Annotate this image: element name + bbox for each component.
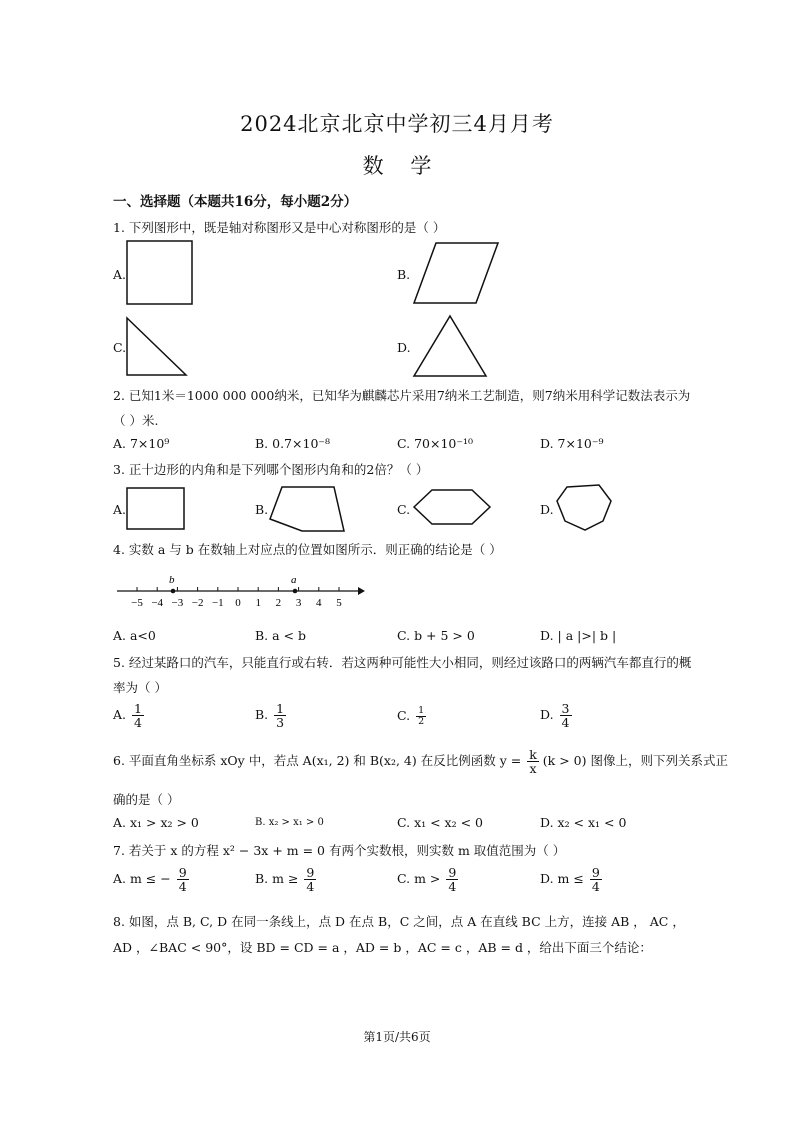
q1-option-a-label: A.	[113, 267, 127, 282]
q6-option-a: A. x₁ > x₂ > 0	[113, 815, 199, 830]
question-2-text: 2. 已知1米＝1000 000 000纳米，已知华为麒麟芯片采用7纳米工艺制造，则7纳米用科学记数法表示为	[113, 388, 691, 403]
q5-option-c: C. $\frac{1}{2}$	[397, 705, 425, 727]
number-line	[115, 570, 365, 612]
question-5-text: 5. 经过某路口的汽车，只能直行或右转．若这两种可能性大小相同，则经过该路口的两辆汽车都直行的概	[113, 655, 692, 670]
number-line-tick-label: 3	[295, 597, 302, 609]
q4-option-b: B. a < b	[255, 628, 307, 643]
q2-option-c: C. 70×10⁻¹⁰	[397, 436, 473, 451]
number-line-tick-label: −1	[211, 597, 224, 609]
number-line-tick-label: 2	[275, 597, 282, 609]
subject-title: 数 学	[362, 154, 432, 178]
q7-option-d: D. m ≤ $\frac{9}{4}$	[540, 865, 600, 895]
number-line-tick-label: 1	[255, 597, 261, 609]
q1-option-b-label: B.	[397, 267, 411, 282]
q2-option-b: B. 0.7×10⁻⁸	[255, 436, 330, 451]
q6-option-c: C. x₁ < x₂ < 0	[397, 815, 483, 830]
q4-option-d: D. | a |>| b |	[540, 628, 617, 643]
page-title: 2024北京北京中学初三4月月考	[240, 112, 554, 136]
q2-option-a: A. 7×10⁹	[113, 436, 170, 451]
page-number: 第1页/共6页	[363, 1030, 431, 1044]
question-6-text-cont: 确的是（ ）	[113, 792, 180, 807]
q7-option-b: B. m ≥ $\frac{9}{4}$	[255, 865, 315, 895]
q3-option-c-label: C.	[397, 502, 411, 517]
question-5-text-cont: 率为（ ）	[113, 680, 167, 695]
question-2-text-cont: （ ）米.	[113, 413, 159, 428]
right-triangle-icon	[125, 316, 189, 378]
number-line-tick-label: 4	[316, 597, 322, 609]
rectangle-icon	[126, 487, 186, 531]
hexagon-icon	[412, 488, 492, 528]
section-heading: 一、选择题（本题共16分，每小题2分）	[113, 194, 358, 210]
q2-option-d: D. 7×10⁻⁹	[540, 436, 604, 451]
number-line-tick-label: −3	[171, 597, 184, 609]
heptagon-icon	[555, 483, 615, 533]
q7-option-c: C. m > $\frac{9}{4}$	[397, 865, 457, 895]
q3-option-b-label: B.	[255, 502, 269, 517]
q5-option-d: D. $\frac{3}{4}$	[540, 701, 570, 731]
q4-option-c: C. b + 5 > 0	[397, 628, 475, 643]
question-8-text: 8. 如图，点 B, C, D 在同一条线上，点 D 在点 B，C 之间，点 A 在直线 BC 上方，连接 AB ， AC ，	[113, 914, 685, 929]
number-line-tick-label: 0	[235, 597, 241, 609]
question-3-text: 3. 正十边形的内角和是下列哪个图形内角和的2倍？（ ）	[113, 462, 429, 477]
number-line-tick-label: −2	[191, 597, 204, 609]
parallelogram-icon	[412, 241, 502, 305]
q6-option-b: B. x₂ > x₁ > 0	[255, 817, 324, 828]
question-1-text: 1. 下列图形中，既是轴对称图形又是中心对称图形的是（ ）	[113, 220, 446, 235]
question-8-text-cont: AD ，∠BAC < 90°，设 BD = CD = a ，AD = b ，AC = c ，AB = d ，给出下面三个结论：	[113, 940, 652, 955]
number-line-tick-label: −4	[151, 597, 164, 609]
square-icon	[126, 240, 194, 306]
q5-option-b: B. $\frac{1}{3}$	[255, 701, 285, 731]
q7-option-a: A. m ≤ − $\frac{9}{4}$	[113, 865, 187, 895]
q5-option-a: A. $\frac{1}{4}$	[113, 701, 142, 731]
q4-option-a: A. a<0	[113, 628, 156, 643]
number-line-tick-label: 5	[336, 597, 342, 609]
pentagon-icon	[268, 485, 348, 533]
q6-option-d: D. x₂ < x₁ < 0	[540, 815, 627, 830]
number-line-tick-label: −5	[131, 597, 143, 609]
question-6-text: 6. 平面直角坐标系 xOy 中，若点 A(x₁, 2) 和 B(x₂, 4) 在反比例函数 y = $\frac{k}{x}$ (k > 0) 图像上，则下列关系式正	[113, 747, 728, 777]
q1-option-d-label: D.	[397, 340, 411, 355]
q3-option-d-label: D.	[540, 502, 554, 517]
point-a-label: a	[291, 574, 297, 586]
q3-option-a-label: A.	[113, 502, 127, 517]
point-b-label: b	[169, 574, 175, 586]
equilateral-triangle-icon	[412, 314, 488, 378]
question-4-text: 4. 实数 a 与 b 在数轴上对应点的位置如图所示．则正确的结论是（ ）	[113, 542, 502, 557]
question-7-text: 7. 若关于 x 的方程 x² − 3x + m = 0 有两个实数根，则实数 m 取值范围为（ ）	[113, 843, 566, 858]
q1-option-c-label: C.	[113, 340, 127, 355]
